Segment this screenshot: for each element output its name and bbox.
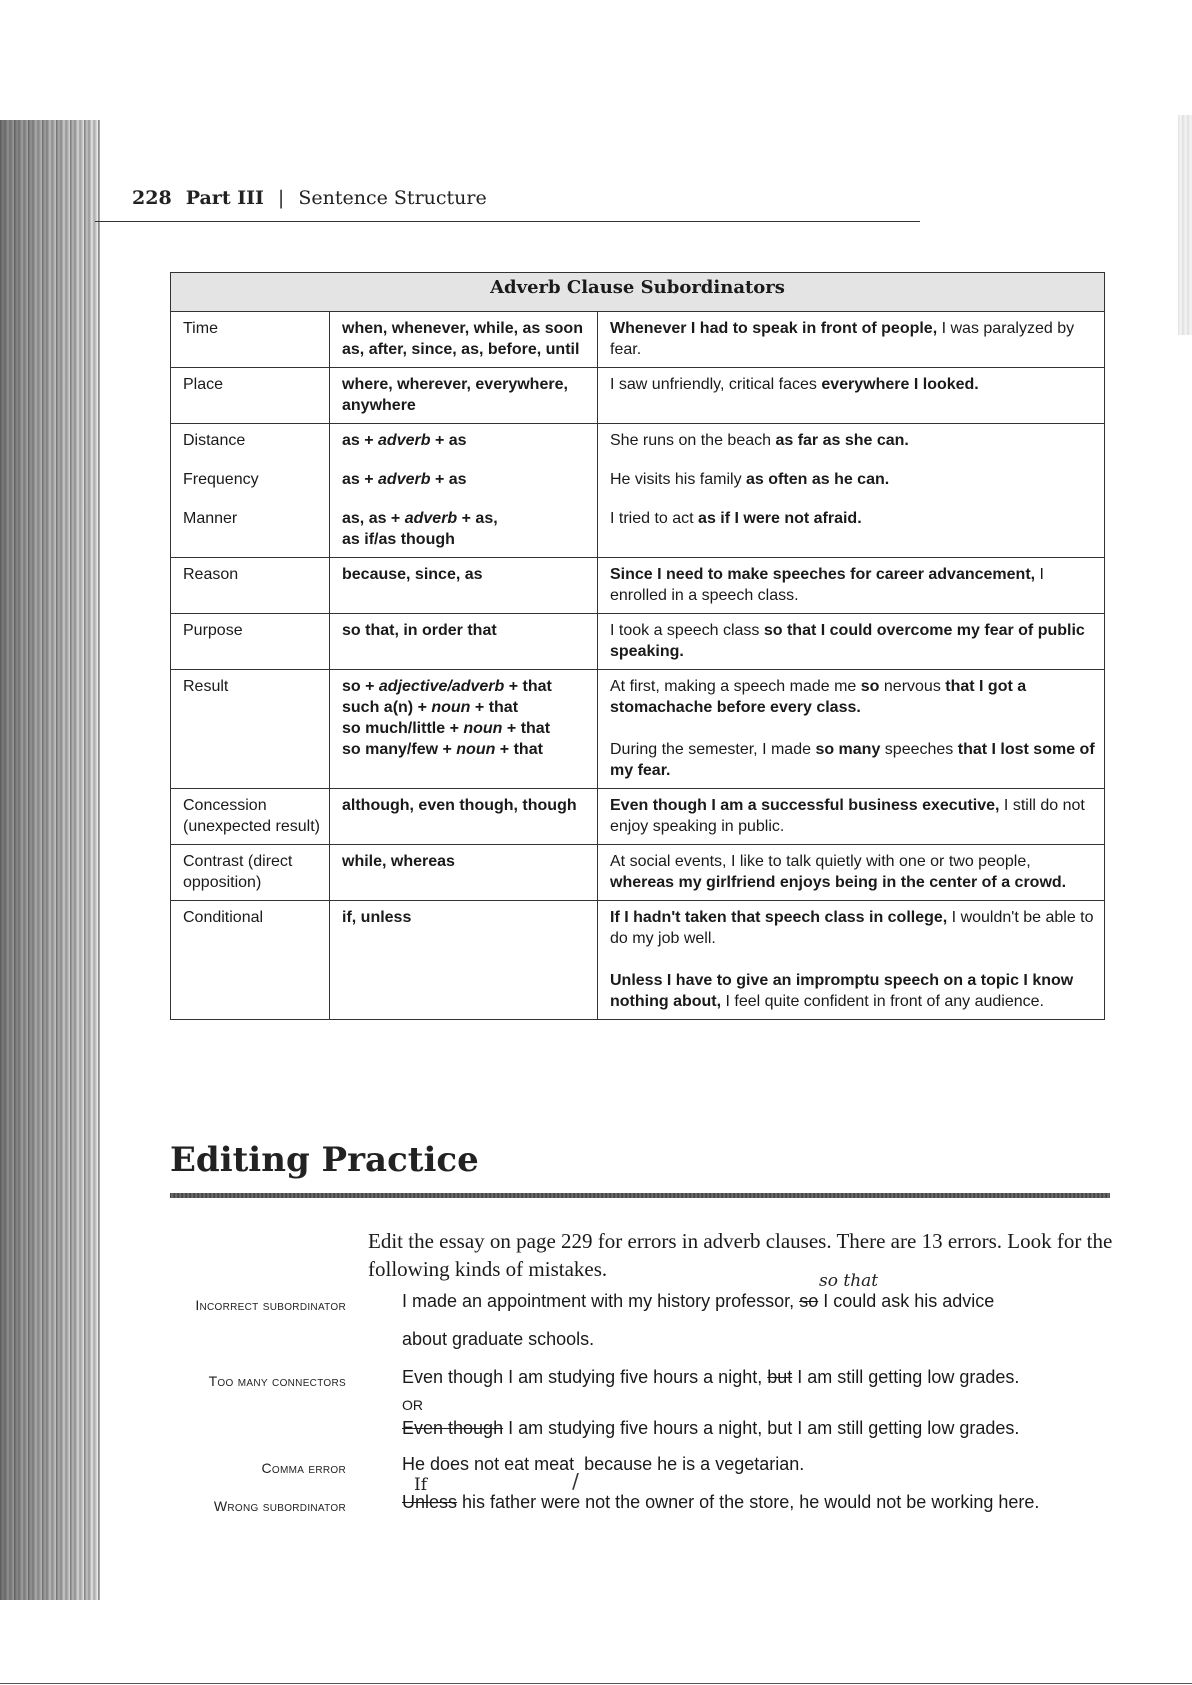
example-line-5 [402,1492,1039,1513]
subordinator-cell [330,498,598,558]
example-text: Even though I am studying five hours a night, [402,1367,768,1387]
example-text: his father were not the owner of the store, he would not be working here. [457,1492,1040,1512]
example-text: He visits his family [610,471,747,488]
example-text: I wouldn't be able to do my job well. [610,909,1094,947]
subordinator-cell: if, unless [330,901,598,1020]
table-row [171,312,1105,368]
table-row [171,368,1105,424]
example-1 [610,676,1095,718]
type-cell: Reason [171,558,330,614]
subordinators-table [170,272,1105,1020]
example-text: I am still getting low grades. [792,1367,1020,1387]
example-cell [598,789,1105,845]
table-row [171,424,1105,460]
example-cell [598,901,1105,1020]
example-line-2 [402,1367,1019,1388]
type-cell: Purpose [171,614,330,670]
example-bold: as often as he can. [746,471,890,488]
example-cell [598,845,1105,901]
sub-text: + as [430,432,467,449]
subordinator-cell: so that, in order that [330,614,598,670]
table-title: Adverb Clause Subordinators [171,273,1105,312]
subordinator-cell: while, whereas [330,845,598,901]
example-cell [598,312,1105,368]
table-row [171,789,1105,845]
example-cell [598,424,1105,460]
example-1 [610,907,1095,949]
type-cell: Distance [171,424,330,460]
page-edge-shadow [1178,115,1192,335]
example-bold: so that I could overcome my fear of public speaking. [610,622,1085,660]
example-cell [598,614,1105,670]
example-bold: whereas my girlfriend enjoys being in the center of a crowd. [610,874,1067,891]
running-header [132,187,487,209]
label-comma-error: Comma error [261,1460,346,1476]
page-bottom-edge [0,1683,1192,1684]
example-text: I enrolled in a speech class. [610,566,1044,604]
sub-text: as, as + [342,510,405,527]
example-bold: that I lost some of my fear. [610,741,1095,779]
example-text: I feel quite confident in front of any audience. [721,993,1044,1010]
instructions: Edit the essay on page 229 for errors in adverb clauses. There are 13 errors. Look for the following kinds of mistakes. [368,1229,1113,1281]
type-cell: Time [171,312,330,368]
example-text: At social events, I like to talk quietly with one or two people, [610,853,1031,870]
sub-text: so + [342,678,379,695]
example-cell [598,459,1105,498]
section-heading: Editing Practice [170,1140,479,1180]
subordinator-cell: where, wherever, everywhere, anywhere [330,368,598,424]
example-text: I took a speech class [610,622,764,639]
example-text: During the semester, I made [610,741,816,758]
struck-word: Unless [402,1492,458,1512]
type-cell: Contrast (direct opposition) [171,845,330,901]
example-text: speeches [880,741,958,758]
struck-word: but [767,1367,793,1387]
sub-text: as + [342,432,379,449]
sub-italic: adverb [378,432,431,449]
sub-italic: adverb [378,471,431,488]
table-row [171,670,1105,789]
table-row [171,901,1105,1020]
example-bold: Even though I am a successful business executive, [610,797,1000,814]
type-cell: Manner [171,498,330,558]
sub-italic: adverb [404,510,458,527]
example-line-1b: about graduate schools. [402,1329,595,1349]
subordinator-cell: although, even though, though [330,789,598,845]
or-label: OR [402,1397,423,1413]
example-text: I was paralyzed by fear. [610,320,1075,358]
table-row [171,614,1105,670]
sub-italic: noun [463,720,503,737]
example-cell [598,558,1105,614]
type-cell: Frequency [171,459,330,498]
example-text: I could ask his advice [818,1291,995,1311]
example-text: She runs on the beach [610,432,776,449]
example-2 [610,970,1095,1012]
type-cell: Place [171,368,330,424]
example-cell [598,498,1105,558]
table-header-row [171,273,1105,312]
example-bold: as far as she can. [775,432,909,449]
sub-italic: noun [456,741,496,758]
table-row [171,558,1105,614]
slash-mark: / [572,1469,579,1493]
struck-word: Even though [402,1418,504,1438]
struck-word: so [799,1291,819,1311]
example-bold: as if I were not afraid. [698,510,862,527]
page-number: 228 [132,187,172,209]
example-text: I am studying five hours a night, but I am still getting low grades. [503,1418,1020,1438]
section-rule [170,1193,1110,1198]
subordinator-cell: when, whenever, while, as soon as, after, since, as, before, until [330,312,598,368]
sub-text: + that [495,741,543,758]
sub-text: + that [502,720,551,737]
sub-text: so many/few + [342,741,457,758]
correction-if: If [414,1475,428,1495]
type-cell: Concession (unexpected result) [171,789,330,845]
example-bold: that I got a stomachache before every class. [610,678,1027,716]
label-wrong-subordinator: Wrong subordinator [213,1498,346,1514]
sub-text: + that [504,678,552,695]
sub-text: so much/little + [342,720,464,737]
sub-text: + as, [457,510,498,527]
subordinator-cell [330,459,598,498]
example-cell [598,670,1105,789]
example-bold: Whenever I had to speak in front of people, [610,320,938,337]
table-row [171,498,1105,558]
example-2 [610,739,1095,781]
sub-text: + that [470,699,519,716]
example-bold: Unless I have to give an impromptu speech on a topic I know nothing about, [610,972,1074,1010]
example-text: I made an appointment with my history professor, [402,1291,800,1311]
subordinator-cell [330,670,598,789]
header-rule [95,221,920,222]
example-bold: If I hadn't taken that speech class in college, [610,909,948,926]
example-text: I saw unfriendly, critical faces [610,376,822,393]
example-text: because he is a vegetarian. [584,1454,805,1474]
example-cell [598,368,1105,424]
subordinator-cell [330,424,598,460]
type-cell: Conditional [171,901,330,1020]
example-line-1 [402,1291,994,1312]
example-text: He does not eat meat [402,1454,575,1474]
sub-text: + as [430,471,467,488]
type-cell: Result [171,670,330,789]
section-title: Sentence Structure [298,187,487,209]
example-text: I still do not enjoy speaking in public. [610,797,1085,835]
example-bold: so [860,678,880,695]
correction-so-that: so that [819,1271,879,1291]
subordinator-cell: because, since, as [330,558,598,614]
sub-text: as if/as though [342,531,455,548]
header-separator: | [277,187,285,209]
example-text: nervous [879,678,946,695]
table-row [171,845,1105,901]
example-bold: so many [815,741,881,758]
label-too-many-connectors: Too many connectors [208,1373,346,1389]
example-bold: everywhere I looked. [821,376,979,393]
example-bold: Since I need to make speeches for career advancement, [610,566,1036,583]
example-text: At first, making a speech made me [610,678,861,695]
part-label: Part III [185,187,264,209]
sub-text: such a(n) + [342,699,432,716]
sub-italic: noun [431,699,471,716]
example-text: I tried to act [610,510,699,527]
example-line-3 [402,1418,1019,1439]
sub-text: as + [342,471,379,488]
label-incorrect-subordinator: Incorrect subordinator [195,1297,346,1313]
table-row [171,459,1105,498]
sub-italic: adjective/adverb [378,678,505,695]
